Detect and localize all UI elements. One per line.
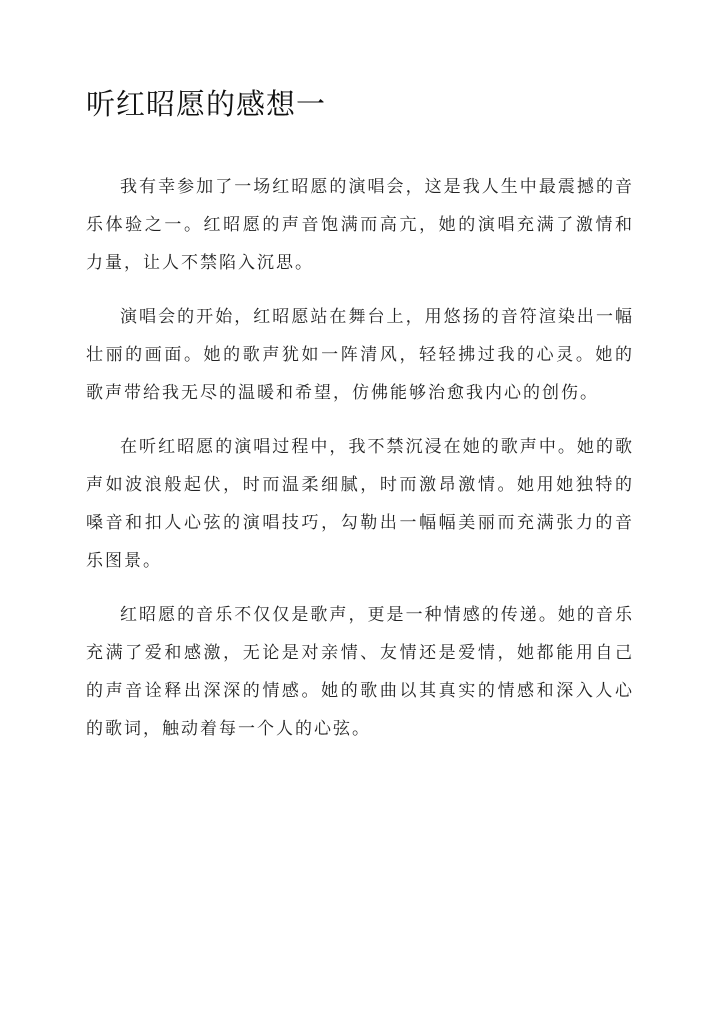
- paragraph-4: 红昭愿的音乐不仅仅是歌声，更是一种情感的传递。她的音乐充满了爱和感激，无论是对亲情、友情还是爱情，她都能用自己的声音诠释出深深的情感。她的歌曲以其真实的情感和深入人心的歌词，触动着每一个人的心弦。: [86, 605, 634, 739]
- document-title: 听红昭愿的感想一: [86, 87, 327, 121]
- paragraph-3: 在听红昭愿的演唱过程中，我不禁沉浸在她的歌声中。她的歌声如波浪般起伏，时而温柔细腻，时而激昂激情。她用她独特的嗓音和扣人心弦的演唱技巧，勾勒出一幅幅美丽而充满张力的音乐图景。: [86, 437, 634, 571]
- paragraph-2: 演唱会的开始，红昭愿站在舞台上，用悠扬的音符渲染出一幅壮丽的画面。她的歌声犹如一阵清风，轻轻拂过我的心灵。她的歌声带给我无尽的温暖和希望，仿佛能够治愈我内心的创伤。: [86, 307, 634, 403]
- paragraph-1: 我有幸参加了一场红昭愿的演唱会，这是我人生中最震撼的音乐体验之一。红昭愿的声音饱满而高亢，她的演唱充满了激情和力量，让人不禁陷入沉思。: [86, 177, 634, 273]
- document-body: [86, 168, 634, 764]
